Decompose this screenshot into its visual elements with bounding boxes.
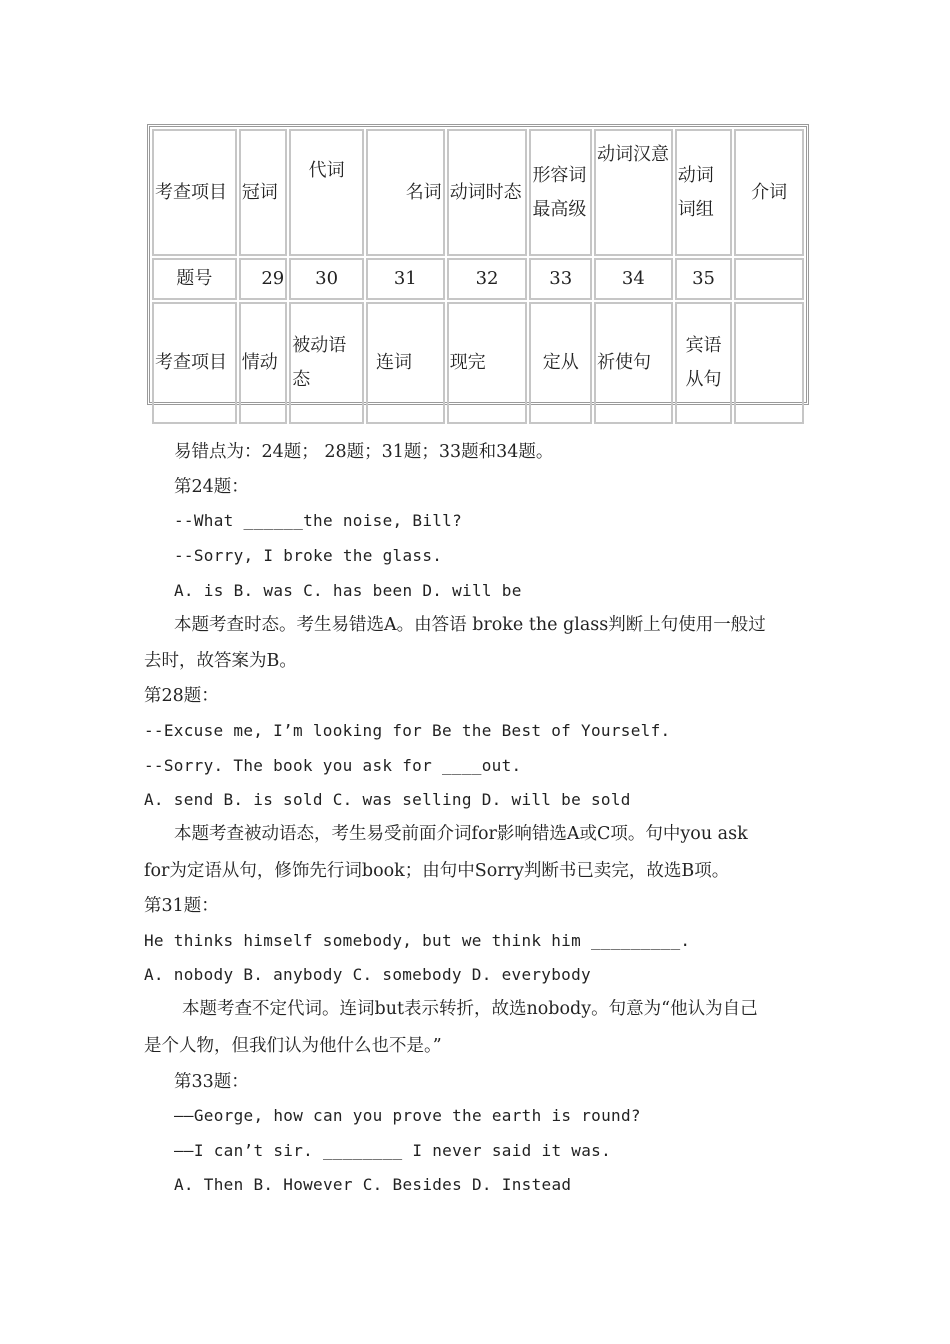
q28-explanation-2: for为定语从句，修饰先行词book；由句中Sorry判断书已卖完，故选B项。 xyxy=(144,861,730,881)
q28-question: --Excuse me, I’m looking for Be the Best of Yourself. xyxy=(144,721,671,740)
q28-title: 第28题： xyxy=(144,686,219,706)
q24-question: --What ______the noise, Bill? xyxy=(174,511,463,530)
q24-answer: --Sorry, I broke the glass. xyxy=(174,546,443,565)
q24-explanation-2: 去时，故答案为B。 xyxy=(144,651,297,671)
table-cell: 宾语从句 xyxy=(675,302,733,424)
table-cell: 动词词组 xyxy=(675,129,733,256)
table-row xyxy=(152,258,804,300)
table-cell: 连词 xyxy=(366,302,445,424)
q28-answer: --Sorry. The book you ask for ____out. xyxy=(144,756,522,775)
q28-options: A. send B. is sold C. was selling D. will be sold xyxy=(144,790,631,809)
topic-grid xyxy=(150,127,806,426)
table-cell: 29 xyxy=(239,258,287,300)
q24-options: A. is B. was C. has been D. will be xyxy=(174,581,522,600)
table-cell: 32 xyxy=(447,258,528,300)
q31-explanation-1: 本题考查不定代词。连词but表示转折，故选nobody。句意为“他认为自己 xyxy=(182,999,758,1019)
table-cell: 考查项目 xyxy=(152,302,237,424)
table-cell: 34 xyxy=(594,258,673,300)
table-cell: 35 xyxy=(675,258,733,300)
table-cell: 冠词 xyxy=(239,129,287,256)
table-cell xyxy=(734,302,804,424)
table-cell: 题号 xyxy=(152,258,237,300)
q24-explanation-1: 本题考查时态。考生易错选A。由答语 broke the glass判断上句使用一般过 xyxy=(174,615,766,635)
table-row xyxy=(152,302,804,424)
q33-answer: ——I can’t sir. ________ I never said it was. xyxy=(174,1141,612,1160)
q31-options: A. nobody B. anybody C. somebody D. everybody xyxy=(144,965,591,984)
table-cell: 33 xyxy=(529,258,592,300)
topic-table xyxy=(147,124,809,405)
table-cell: 情动 xyxy=(239,302,287,424)
q24-title: 第24题： xyxy=(174,477,249,497)
table-cell: 30 xyxy=(289,258,364,300)
q31-question: He thinks himself somebody, but we think him _________. xyxy=(144,931,691,950)
table-cell: 动词汉意 xyxy=(594,129,673,256)
table-cell: 介词 xyxy=(734,129,804,256)
q33-title: 第33题： xyxy=(174,1072,249,1092)
table-cell: 定从 xyxy=(529,302,592,424)
q31-explanation-2: 是个人物，但我们认为他什么也不是。” xyxy=(144,1036,442,1056)
table-cell: 动词时态 xyxy=(447,129,528,256)
table-cell: 考查项目 xyxy=(152,129,237,256)
q33-question: ——George, how can you prove the earth is round? xyxy=(174,1106,641,1125)
table-cell: 祈使句 xyxy=(594,302,673,424)
q28-explanation-1: 本题考查被动语态，考生易受前面介词for影响错选A或C项。句中you ask xyxy=(174,824,748,844)
q33-options: A. Then B. However C. Besides D. Instead xyxy=(174,1175,572,1194)
table-cell: 代词 xyxy=(289,129,364,256)
table-cell: 31 xyxy=(366,258,445,300)
table-row xyxy=(152,129,804,256)
table-cell xyxy=(734,258,804,300)
q31-title: 第31题： xyxy=(144,896,219,916)
table-cell: 被动语态 xyxy=(289,302,364,424)
table-cell: 名词 xyxy=(366,129,445,256)
summary-line: 易错点为：24题； 28题；31题；33题和34题。 xyxy=(174,442,554,462)
table-cell: 形容词最高级 xyxy=(529,129,592,256)
table-cell: 现完 xyxy=(447,302,528,424)
